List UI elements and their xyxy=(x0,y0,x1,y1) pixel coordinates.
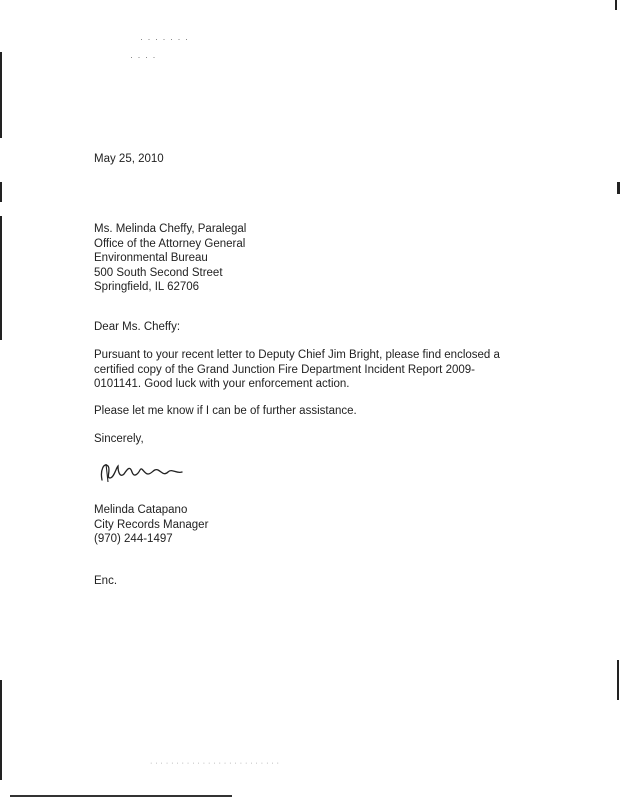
salutation: Dear Ms. Cheffy: xyxy=(94,321,181,333)
signer-title: City Records Manager xyxy=(94,518,209,531)
signer-phone: (970) 244-1497 xyxy=(94,533,173,545)
scan-bottom-rule xyxy=(10,795,232,797)
recipient-city: Springfield, IL 62706 xyxy=(94,281,200,293)
recipient-office: Office of the Attorney General xyxy=(94,237,246,250)
scan-edge-mark xyxy=(0,182,2,202)
faint-letterhead-marks: · · · · · · · · · · · xyxy=(130,34,189,62)
closing: Sincerely, xyxy=(94,433,144,445)
body-paragraph-2: Please let me know if I can be of further assistance. xyxy=(94,405,357,417)
scan-edge-mark xyxy=(617,182,620,194)
recipient-name: Ms. Melinda Cheffy, Paralegal xyxy=(94,223,247,235)
body-paragraph-1: Pursuant to your recent letter to Deputy Chief Jim Bright, please find enclosed a certified copy of the Grand Junction Fire Department Incident Report 2009-0101141. Good luck with your enforcement action. xyxy=(94,349,500,390)
recipient-bureau: Environmental Bureau xyxy=(94,252,208,264)
faint-footer-marks: · · · · · · · · · · · · · · · · · · · · · · · · · xyxy=(150,760,280,767)
recipient-street: 500 South Second Street xyxy=(94,266,223,279)
scan-edge-mark xyxy=(615,0,617,10)
signer-block xyxy=(94,503,208,547)
scan-edge-mark xyxy=(617,660,619,700)
scan-edge-mark xyxy=(0,52,2,138)
enclosure-note: Enc. xyxy=(94,575,118,587)
scan-edge-mark xyxy=(0,680,2,780)
signer-name: Melinda Catapano xyxy=(94,504,188,516)
scan-edge-mark xyxy=(0,216,2,340)
letter-date: May 25, 2010 xyxy=(94,153,164,165)
handwritten-signature xyxy=(96,456,188,486)
recipient-address xyxy=(94,222,246,295)
